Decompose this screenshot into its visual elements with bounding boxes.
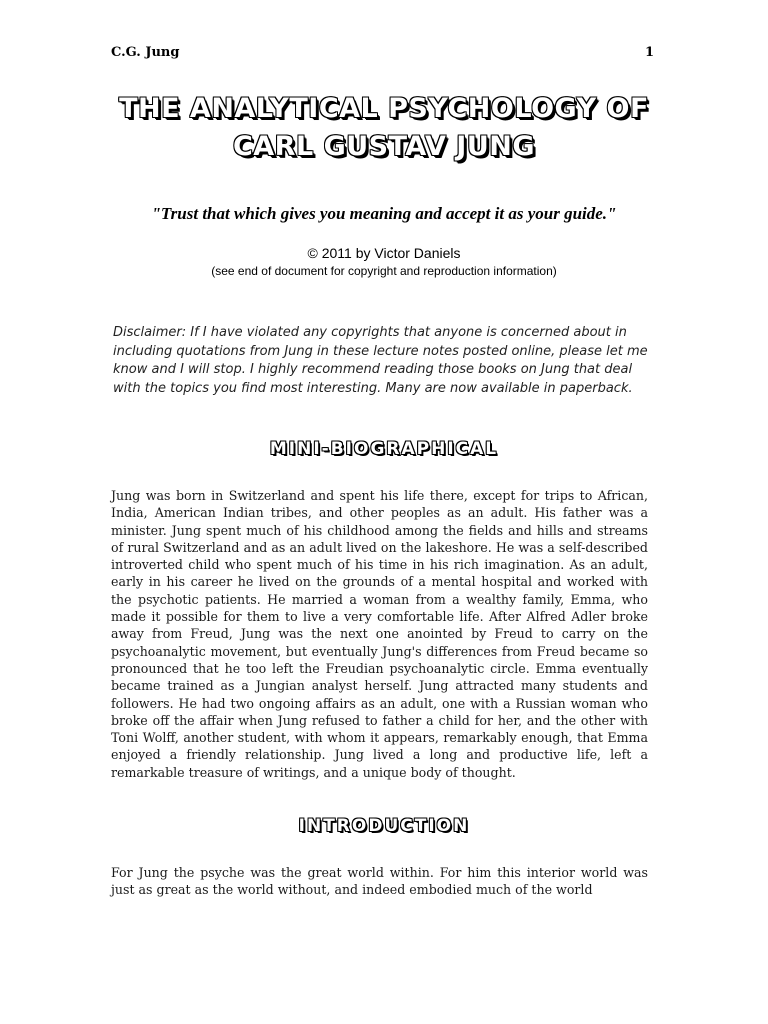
copyright-note: (see end of document for copyright and reproduction information) — [211, 264, 557, 278]
header-author: C.G. Jung — [111, 45, 180, 60]
copyright-line: © 2011 by Victor Daniels — [307, 245, 461, 261]
disclaimer-paragraph: Disclaimer: If I have violated any copyrights that anyone is concerned about in including quotations from Jung in these lecture notes posted online, please let me know and I will stop. I highly recommend reading those books on Jung that deal with the topics you find most interesting. Many are now available in paperback. — [113, 325, 648, 396]
bio-paragraph: Jung was born in Switzerland and spent his life there, except for trips to African, India, American Indian tribes, and other peoples as an adult. His father was a minister. Jung spent much of his childhood among the fields and hills and streams of rural Switzerland and as an adult lived on the lakeshore. He was a self-described introverted child who spent much of his time in his rich imagination. As an adult, early in his career he lived on the grounds of a mental hospital and worked with the psychotic patients. He married a woman from a wealthy family, Emma, who made it possible for them to live a very comfortable life. After Alfred Adler broke away from Freud, Jung was the next one anointed by Freud to carry on the psychoanalytic movement, but eventually Jung's differences from Freud became so pronounced that he too left the Freudian psychoanalytic circle. Emma eventually became trained as a Jungian analyst herself. Jung attracted many students and followers. He had two ongoing affairs as an adult, one with a Russian woman who broke off the affair when Jung refused to father a child for her, and the other with Toni Wolff, another student, with whom it appears, remarkably enough, that Emma enjoyed a friendly relationship. Jung lived a long and productive life, left a remarkable treasure of writings, and a unique body of thought. — [111, 488, 648, 780]
intro-paragraph: For Jung the psyche was the great world within. For him this interior world was just as great as the world without, and indeed embodied much of the world — [111, 865, 648, 898]
title-line-1: THE ANALYTICAL PSYCHOLOGY OF — [119, 93, 649, 124]
title-line-2: CARL GUSTAV JUNG — [232, 131, 536, 162]
section-heading-bio: MINI-BIOGRAPHICAL — [269, 439, 499, 459]
page-number: 1 — [644, 45, 654, 60]
section-heading-intro: INTRODUCTION — [298, 816, 470, 836]
document-title — [90, 90, 678, 166]
running-header — [111, 45, 654, 65]
epigraph-quote: "Trust that which gives you meaning and accept it as your guide." — [151, 204, 617, 223]
